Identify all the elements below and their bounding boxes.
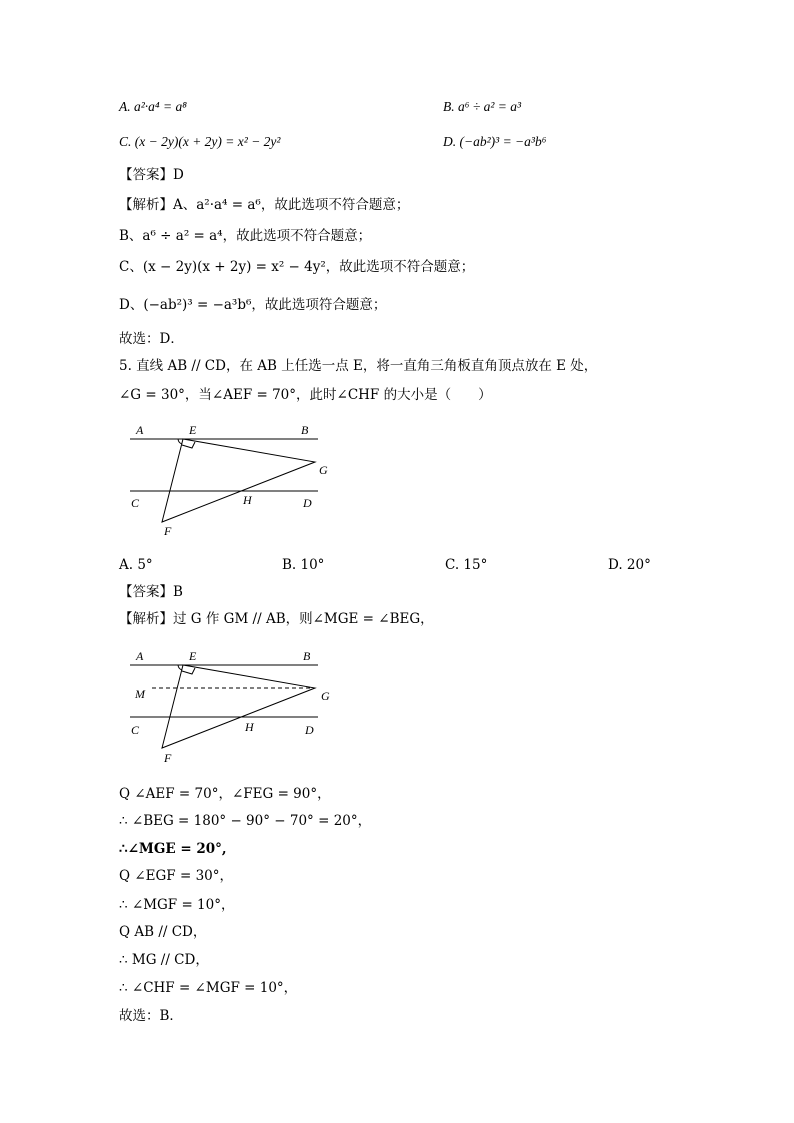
label-g: G xyxy=(321,689,330,703)
q5-explanation-intro: 【解析】过 G 作 GM // AB，则∠MGE = ∠BEG， xyxy=(119,611,434,627)
right-angle-mark xyxy=(182,668,195,674)
q4-option-b: B. a⁶ ÷ a² = a³ xyxy=(443,99,522,114)
label-m: M xyxy=(135,687,145,701)
q5-step: Q ∠AEF = 70°，∠FEG = 90°， xyxy=(119,786,331,802)
q5-step: ∴ MG // CD， xyxy=(119,952,209,968)
q5-step: ∴∠MGE = 20°, xyxy=(119,841,227,857)
q5-step: ∴ ∠BEG = 180° − 90° − 70° = 20°， xyxy=(119,813,372,829)
q5-step: ∴ ∠CHF = ∠MGF = 10°， xyxy=(119,980,298,996)
q5-step: 故选：B． xyxy=(119,1008,183,1024)
label-h: H xyxy=(243,493,252,507)
q4-option-c: C. (x − 2y)(x + 2y) = x² − 2y² xyxy=(119,134,281,149)
q4-explanation-line: 【解析】A、a²·a⁴ = a⁶，故此选项不符合题意； xyxy=(119,197,410,213)
label-g: G xyxy=(319,463,328,477)
label-a: A xyxy=(136,423,144,437)
label-h: H xyxy=(245,720,254,734)
label-a: A xyxy=(136,649,144,663)
q5-option-b: B. 10° xyxy=(282,557,325,573)
q5-option-d: D. 20° xyxy=(608,557,651,573)
label-e: E xyxy=(189,649,197,663)
q4-explanation-line: B、a⁶ ÷ a² = a⁴，故此选项不符合题意； xyxy=(119,228,372,244)
angle-arc xyxy=(178,439,182,444)
q5-step: ∴ ∠MGF = 10°， xyxy=(119,897,235,913)
label-f: F xyxy=(164,524,172,538)
label-d: D xyxy=(305,723,314,737)
q5-option-a: A. 5° xyxy=(119,557,153,573)
label-f: F xyxy=(164,751,172,765)
right-angle-mark xyxy=(182,442,195,448)
label-e: E xyxy=(189,423,197,437)
q4-explanation-line: 故选：D． xyxy=(119,331,184,347)
q4-explanation-line: C、(x − 2y)(x + 2y) = x² − 4y²，故此选项不符合题意； xyxy=(119,259,475,275)
q5-answer: 【答案】B xyxy=(119,584,183,600)
q5-stem: 5. 直线 AB // CD，在 AB 上任选一点 E，将一直角三角板直角顶点放在 E 处， xyxy=(119,358,598,374)
q5-option-c: C. 15° xyxy=(445,557,488,573)
q4-answer: 【答案】D xyxy=(119,167,184,183)
q5-step: Q AB // CD， xyxy=(119,924,207,940)
q4-option-a: A. a²·a⁴ = a⁸ xyxy=(119,99,187,114)
q4-explanation-line: D、(−ab²)³ = −a³b⁶，故此选项符合题意； xyxy=(119,297,387,313)
angle-arc xyxy=(178,665,182,670)
label-c: C xyxy=(131,723,140,737)
q5-solution-figure xyxy=(120,644,340,769)
label-b: B xyxy=(303,649,311,663)
q5-step: Q ∠EGF = 30°， xyxy=(119,868,233,884)
label-c: C xyxy=(131,496,140,510)
triangle-efg xyxy=(162,439,315,522)
q5-stem: ∠G = 30°，当∠AEF = 70°，此时∠CHF 的大小是（ ） xyxy=(119,387,492,403)
q4-option-d: D. (−ab²)³ = −a³b⁶ xyxy=(443,134,547,149)
label-d: D xyxy=(303,496,312,510)
label-b: B xyxy=(301,423,309,437)
triangle-efg xyxy=(162,665,315,748)
q5-figure xyxy=(120,418,340,543)
